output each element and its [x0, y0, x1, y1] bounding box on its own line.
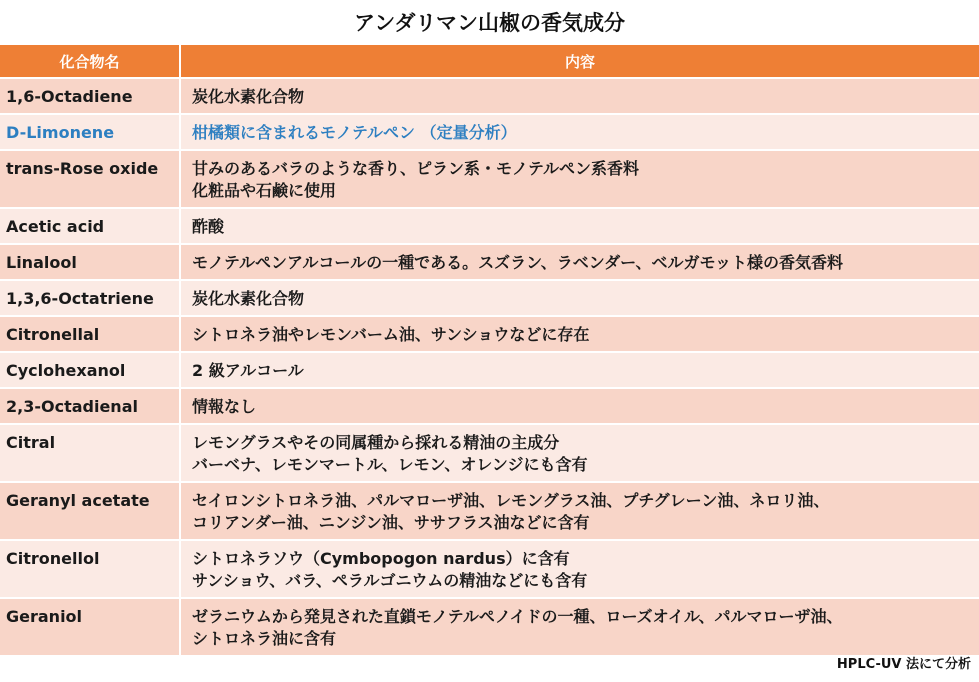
compound-name-cell: Citronellol: [0, 540, 180, 598]
description-line: シトロネラソウ（Cymbopogon nardus）に含有: [192, 549, 570, 568]
description-line: レモングラスやその同属種から採れる精油の主成分: [192, 433, 560, 452]
table-body: [0, 78, 979, 656]
compound-name-cell: Linalool: [0, 244, 180, 280]
compound-name-cell: 1,6-Octadiene: [0, 78, 180, 114]
description-line: セイロンシトロネラ油、パルマローザ油、レモングラス油、プチグレーン油、ネロリ油、: [192, 491, 830, 510]
description-cell: [180, 482, 979, 540]
description-line: サンショウ、バラ、ペラルゴニウムの精油などにも含有: [192, 571, 588, 590]
table-row: [0, 316, 979, 352]
description-line: シトロネラ油に含有: [192, 629, 337, 648]
description-line: ゼラニウムから発見された直鎖モノテルペノイドの一種、ローズオイル、パルマローザ油、: [192, 607, 843, 626]
description-line: モノテルペンアルコールの一種である。スズラン、ラベンダー、ベルガモット様の香気香料: [192, 253, 844, 272]
description-cell: [180, 316, 979, 352]
table-row: [0, 424, 979, 482]
page-title: アンダリマン山椒の香気成分: [354, 11, 625, 35]
compound-table: [0, 45, 979, 657]
description-line: シトロネラ油やレモンバーム油、サンショウなどに存在: [192, 325, 590, 344]
table-row: [0, 114, 979, 150]
table-row: [0, 208, 979, 244]
description-cell: [180, 540, 979, 598]
description-line: 炭化水素化合物: [192, 289, 305, 308]
description-cell: [180, 388, 979, 424]
description-line: 酢酸: [192, 217, 225, 236]
table-row: [0, 280, 979, 316]
description-line: バーベナ、レモンマートル、レモン、オレンジにも含有: [192, 455, 588, 474]
table-header-row: [0, 45, 979, 78]
description-cell: [180, 352, 979, 388]
compound-name-cell: 1,3,6-Octatriene: [0, 280, 180, 316]
table-row: [0, 352, 979, 388]
table-row: [0, 482, 979, 540]
description-line: 甘みのあるバラのような香り、ピラン系・モノテルペン系香料: [192, 159, 640, 178]
compound-name-cell: Citronellal: [0, 316, 180, 352]
analysis-method-note: HPLC-UV 法にて分析: [836, 657, 971, 672]
compound-name-cell: D-Limonene: [0, 114, 180, 150]
compound-name-cell: Geranyl acetate: [0, 482, 180, 540]
description-cell: [180, 114, 979, 150]
description-cell: [180, 208, 979, 244]
description-line: 2 級アルコール: [192, 361, 304, 380]
table-row: [0, 388, 979, 424]
compound-name-cell: Citral: [0, 424, 180, 482]
description-cell: [180, 598, 979, 656]
compound-name-cell: Geraniol: [0, 598, 180, 656]
description-line: 柑橘類に含まれるモノテルペン （定量分析）: [192, 123, 517, 142]
table-row: [0, 78, 979, 114]
header-content: 内容: [180, 45, 979, 78]
description-line: 化粧品や石鹸に使用: [192, 181, 337, 200]
compound-name-cell: trans-Rose oxide: [0, 150, 180, 208]
compound-name-cell: Acetic acid: [0, 208, 180, 244]
table-row: [0, 540, 979, 598]
description-line: 情報なし: [192, 397, 257, 416]
compound-name-cell: Cyclohexanol: [0, 352, 180, 388]
table-row: [0, 598, 979, 656]
description-cell: [180, 150, 979, 208]
table-row: [0, 150, 979, 208]
description-line: 炭化水素化合物: [192, 87, 305, 106]
table-row: [0, 244, 979, 280]
description-line: コリアンダー油、ニンジン油、ササフラス油などに含有: [192, 513, 590, 532]
description-cell: [180, 424, 979, 482]
description-cell: [180, 280, 979, 316]
description-cell: [180, 78, 979, 114]
compound-name-cell: 2,3-Octadienal: [0, 388, 180, 424]
header-compound-name: 化合物名: [0, 45, 180, 78]
description-cell: [180, 244, 979, 280]
